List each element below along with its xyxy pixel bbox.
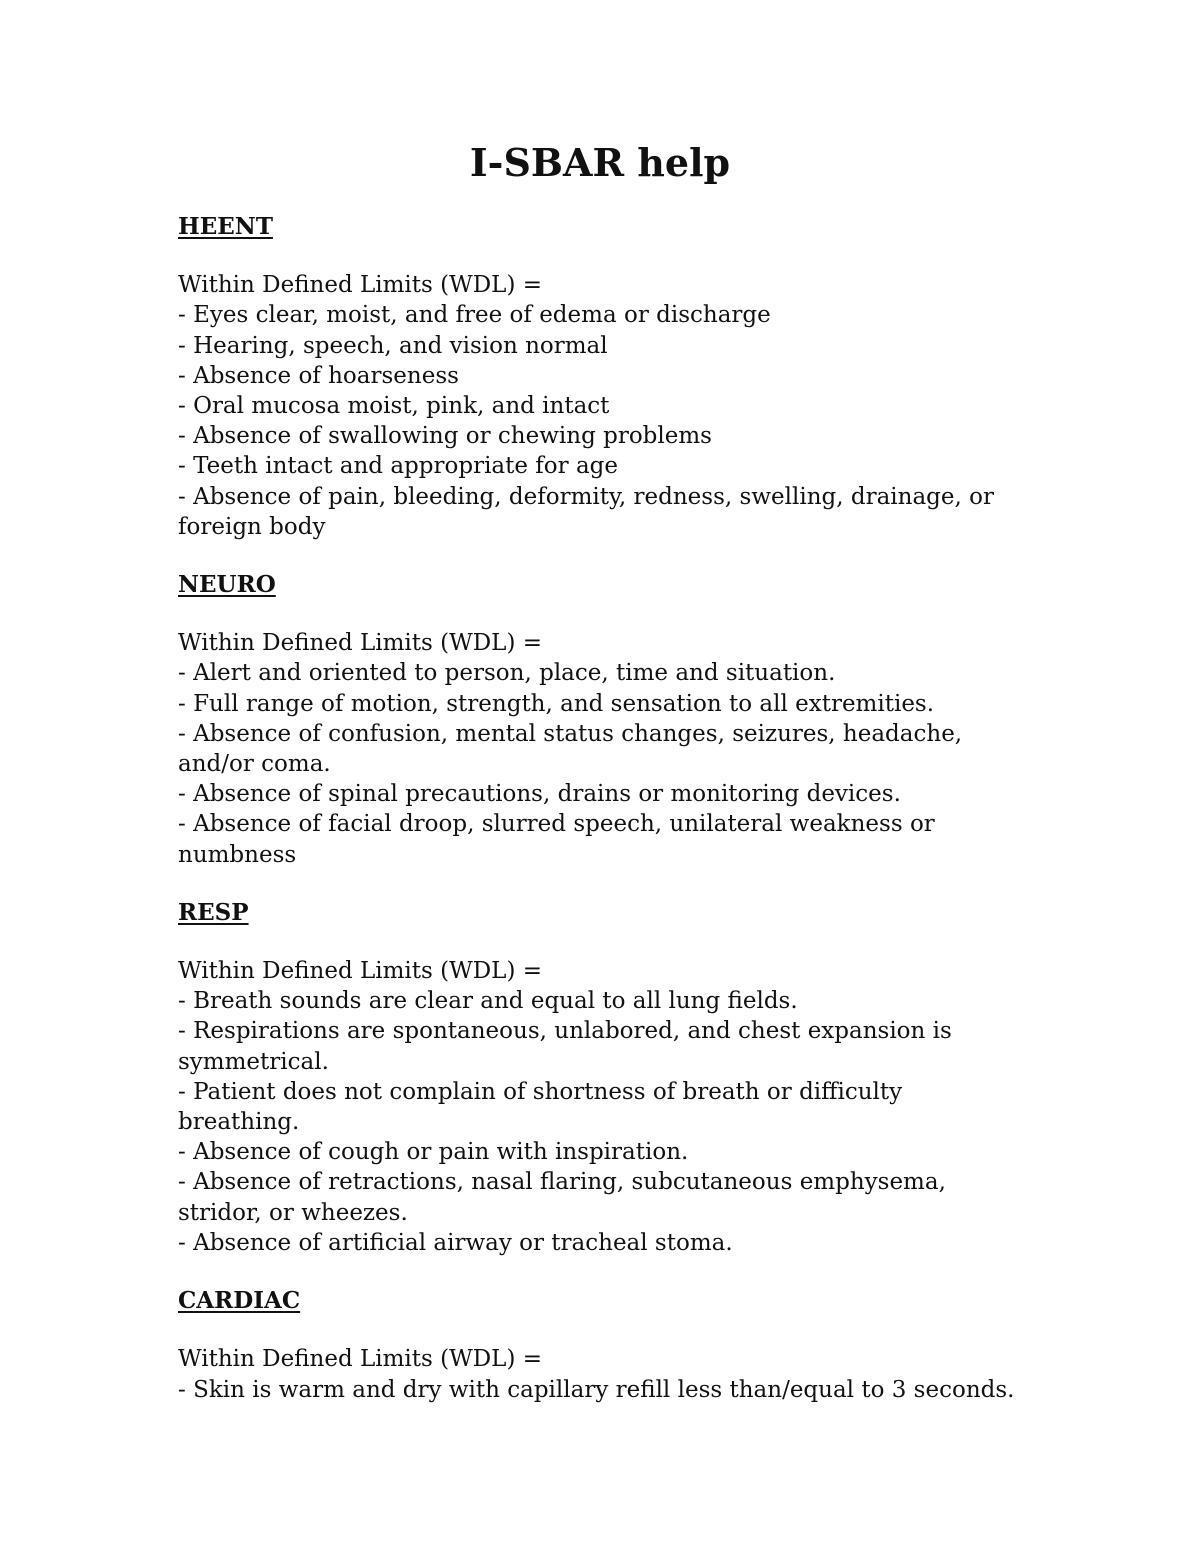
list-item: - Absence of spinal precautions, drains or monitoring devices. <box>178 781 901 808</box>
list-item: - Patient does not complain of shortness of breath or difficulty breathing. <box>178 1078 903 1136</box>
list-item: - Skin is warm and dry with capillary refill less than/equal to 3 seconds. <box>178 1376 1015 1403</box>
list-item: - Alert and oriented to person, place, time and situation. <box>178 660 836 687</box>
section-resp <box>178 898 1018 1258</box>
criteria-list <box>178 658 1018 869</box>
list-item: - Absence of swallowing or chewing problems <box>178 423 712 450</box>
section-heent <box>178 212 1018 542</box>
section-heading: HEENT <box>178 213 273 240</box>
section-neuro <box>178 570 1018 870</box>
page-title: I-SBAR help <box>469 140 731 185</box>
list-item: - Teeth intact and appropriate for age <box>178 453 619 480</box>
list-item: - Absence of hoarseness <box>178 362 459 389</box>
list-item: - Absence of cough or pain with inspiration. <box>178 1139 689 1166</box>
section-heading: NEURO <box>178 571 276 599</box>
criteria-list <box>178 300 1018 542</box>
list-item: - Absence of artificial airway or tracheal stoma. <box>178 1229 733 1256</box>
list-item: - Absence of facial droop, slurred speech, unilateral weakness or numbness <box>178 811 935 868</box>
list-item: - Absence of confusion, mental status changes, seizures, headache, and/or coma. <box>178 720 963 778</box>
list-item: - Eyes clear, moist, and free of edema or discharge <box>178 302 771 329</box>
wdl-label: Within Defined Limits (WDL) = <box>178 958 543 985</box>
section-cardiac <box>178 1286 1018 1405</box>
wdl-label: Within Defined Limits (WDL) = <box>178 630 543 657</box>
list-item: - Hearing, speech, and vision normal <box>178 332 608 359</box>
list-item: - Breath sounds are clear and equal to all lung fields. <box>178 988 798 1015</box>
document-body <box>178 212 1018 1433</box>
section-heading: RESP <box>178 898 249 926</box>
list-item: - Oral mucosa moist, pink, and intact <box>178 393 610 420</box>
list-item: - Full range of motion, strength, and sensation to all extremities. <box>178 690 935 717</box>
list-item: - Respirations are spontaneous, unlabored, and chest expansion is symmetrical. <box>178 1018 952 1075</box>
wdl-label: Within Defined Limits (WDL) = <box>178 1346 543 1373</box>
criteria-list <box>178 986 1018 1258</box>
section-heading: CARDIAC <box>178 1287 301 1315</box>
wdl-label: Within Defined Limits (WDL) = <box>178 272 543 299</box>
list-item: - Absence of pain, bleeding, deformity, redness, swelling, drainage, or foreign body <box>178 483 994 540</box>
criteria-list <box>178 1375 1018 1405</box>
list-item: - Absence of retractions, nasal flaring, subcutaneous emphysema, stridor, or wheezes. <box>178 1169 946 1226</box>
